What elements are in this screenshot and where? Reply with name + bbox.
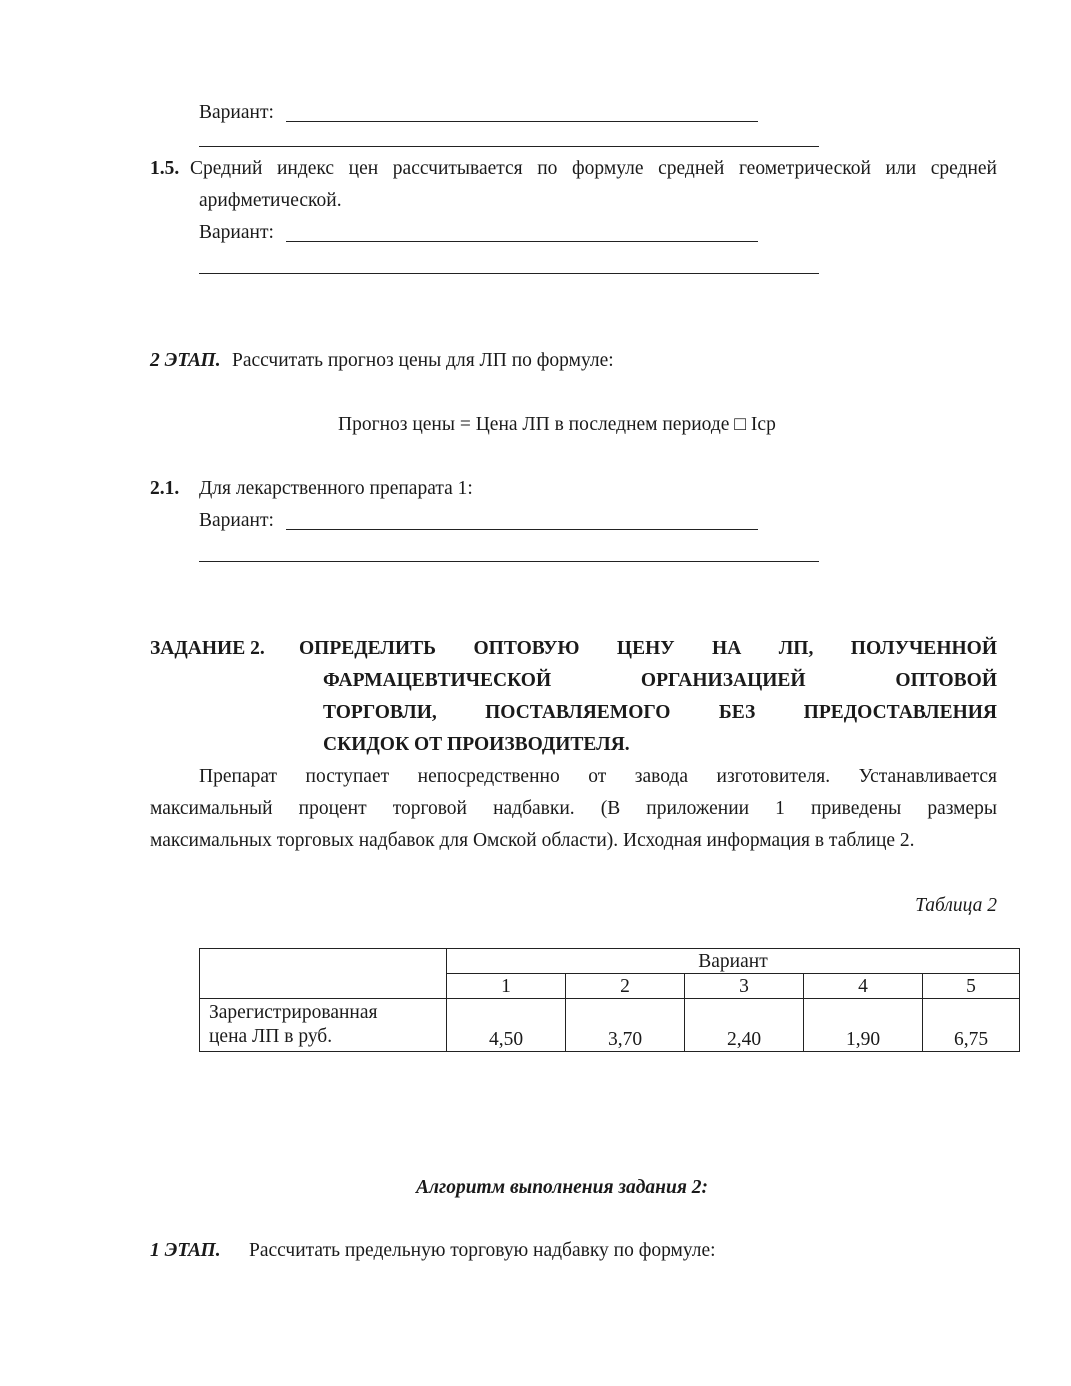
task2-heading-line: ТОРГОВЛИ, ПОСТАВЛЯЕМОГО БЕЗ ПРЕДОСТАВЛЕНИЯ (323, 702, 997, 723)
item-number: 1.5. (150, 158, 180, 179)
stage1-text: Рассчитать предельную торговую надбавку по формуле: (249, 1240, 716, 1261)
stage2-label: 2 ЭТАП. (150, 350, 221, 371)
stage1-label: 1 ЭТАП. (150, 1240, 221, 1261)
table-caption: Таблица 2 (915, 895, 997, 916)
answer-blank-line[interactable] (199, 146, 819, 147)
task2-paragraph-line: Препарат поступает непосредственно от завода изготовителя. Устанавливается (199, 766, 997, 787)
variant-label: Вариант: (199, 102, 274, 123)
table-column-header: 5 (923, 974, 1020, 999)
table-corner-cell (200, 949, 447, 999)
algorithm-title: Алгоритм выполнения задания 2: (416, 1177, 709, 1198)
variant-label: Вариант: (199, 222, 274, 243)
table-cell: 1,90 (804, 999, 923, 1052)
table-row (200, 999, 1020, 1052)
answer-blank-line[interactable] (286, 241, 758, 242)
task2-paragraph-line: максимальных торговых надбавок для Омской области). Исходная информация в таблице 2. (150, 830, 915, 851)
table-column-header: 2 (566, 974, 685, 999)
price-forecast-formula: Прогноз цены = Цена ЛП в последнем периоде □ Iср (338, 414, 776, 435)
variant-label: Вариант: (199, 510, 274, 531)
data-table (199, 948, 1020, 1052)
table-cell: 6,75 (923, 999, 1020, 1052)
answer-blank-line[interactable] (286, 121, 758, 122)
answer-blank-line[interactable] (199, 561, 819, 562)
table-header-variant: Вариант (447, 949, 1020, 974)
task2-heading-line: ФАРМАЦЕВТИЧЕСКОЙ ОРГАНИЗАЦИЕЙ ОПТОВОЙ (323, 670, 997, 691)
task2-label: ЗАДАНИЕ 2. (150, 638, 265, 659)
item-2-1-text: Для лекарственного препарата 1: (199, 478, 473, 499)
table-column-header: 1 (447, 974, 566, 999)
table-column-header: 3 (685, 974, 804, 999)
row-label-line: цена ЛП в руб. (209, 1026, 333, 1047)
item-number: 2.1. (150, 478, 180, 499)
task2-heading-line: ОПРЕДЕЛИТЬ ОПТОВУЮ ЦЕНУ НА ЛП, ПОЛУЧЕННОЙ (299, 638, 997, 659)
table-row-label (200, 999, 447, 1052)
row-label-line: Зарегистрированная (209, 1002, 378, 1023)
table-column-header: 4 (804, 974, 923, 999)
table-cell: 4,50 (447, 999, 566, 1052)
stage2-text: Рассчитать прогноз цены для ЛП по формуле: (232, 350, 614, 371)
table-cell: 3,70 (566, 999, 685, 1052)
answer-blank-line[interactable] (286, 529, 758, 530)
item-1-5-text-cont: арифметической. (199, 190, 342, 211)
table-cell: 2,40 (685, 999, 804, 1052)
task2-heading-line: СКИДОК ОТ ПРОИЗВОДИТЕЛЯ. (323, 734, 630, 755)
item-1-5-text: Средний индекс цен рассчитывается по формуле средней геометрической или средней (190, 158, 997, 179)
task2-paragraph-line: максимальный процент торговой надбавки. (В приложении 1 приведены размеры (150, 798, 997, 819)
answer-blank-line[interactable] (199, 273, 819, 274)
